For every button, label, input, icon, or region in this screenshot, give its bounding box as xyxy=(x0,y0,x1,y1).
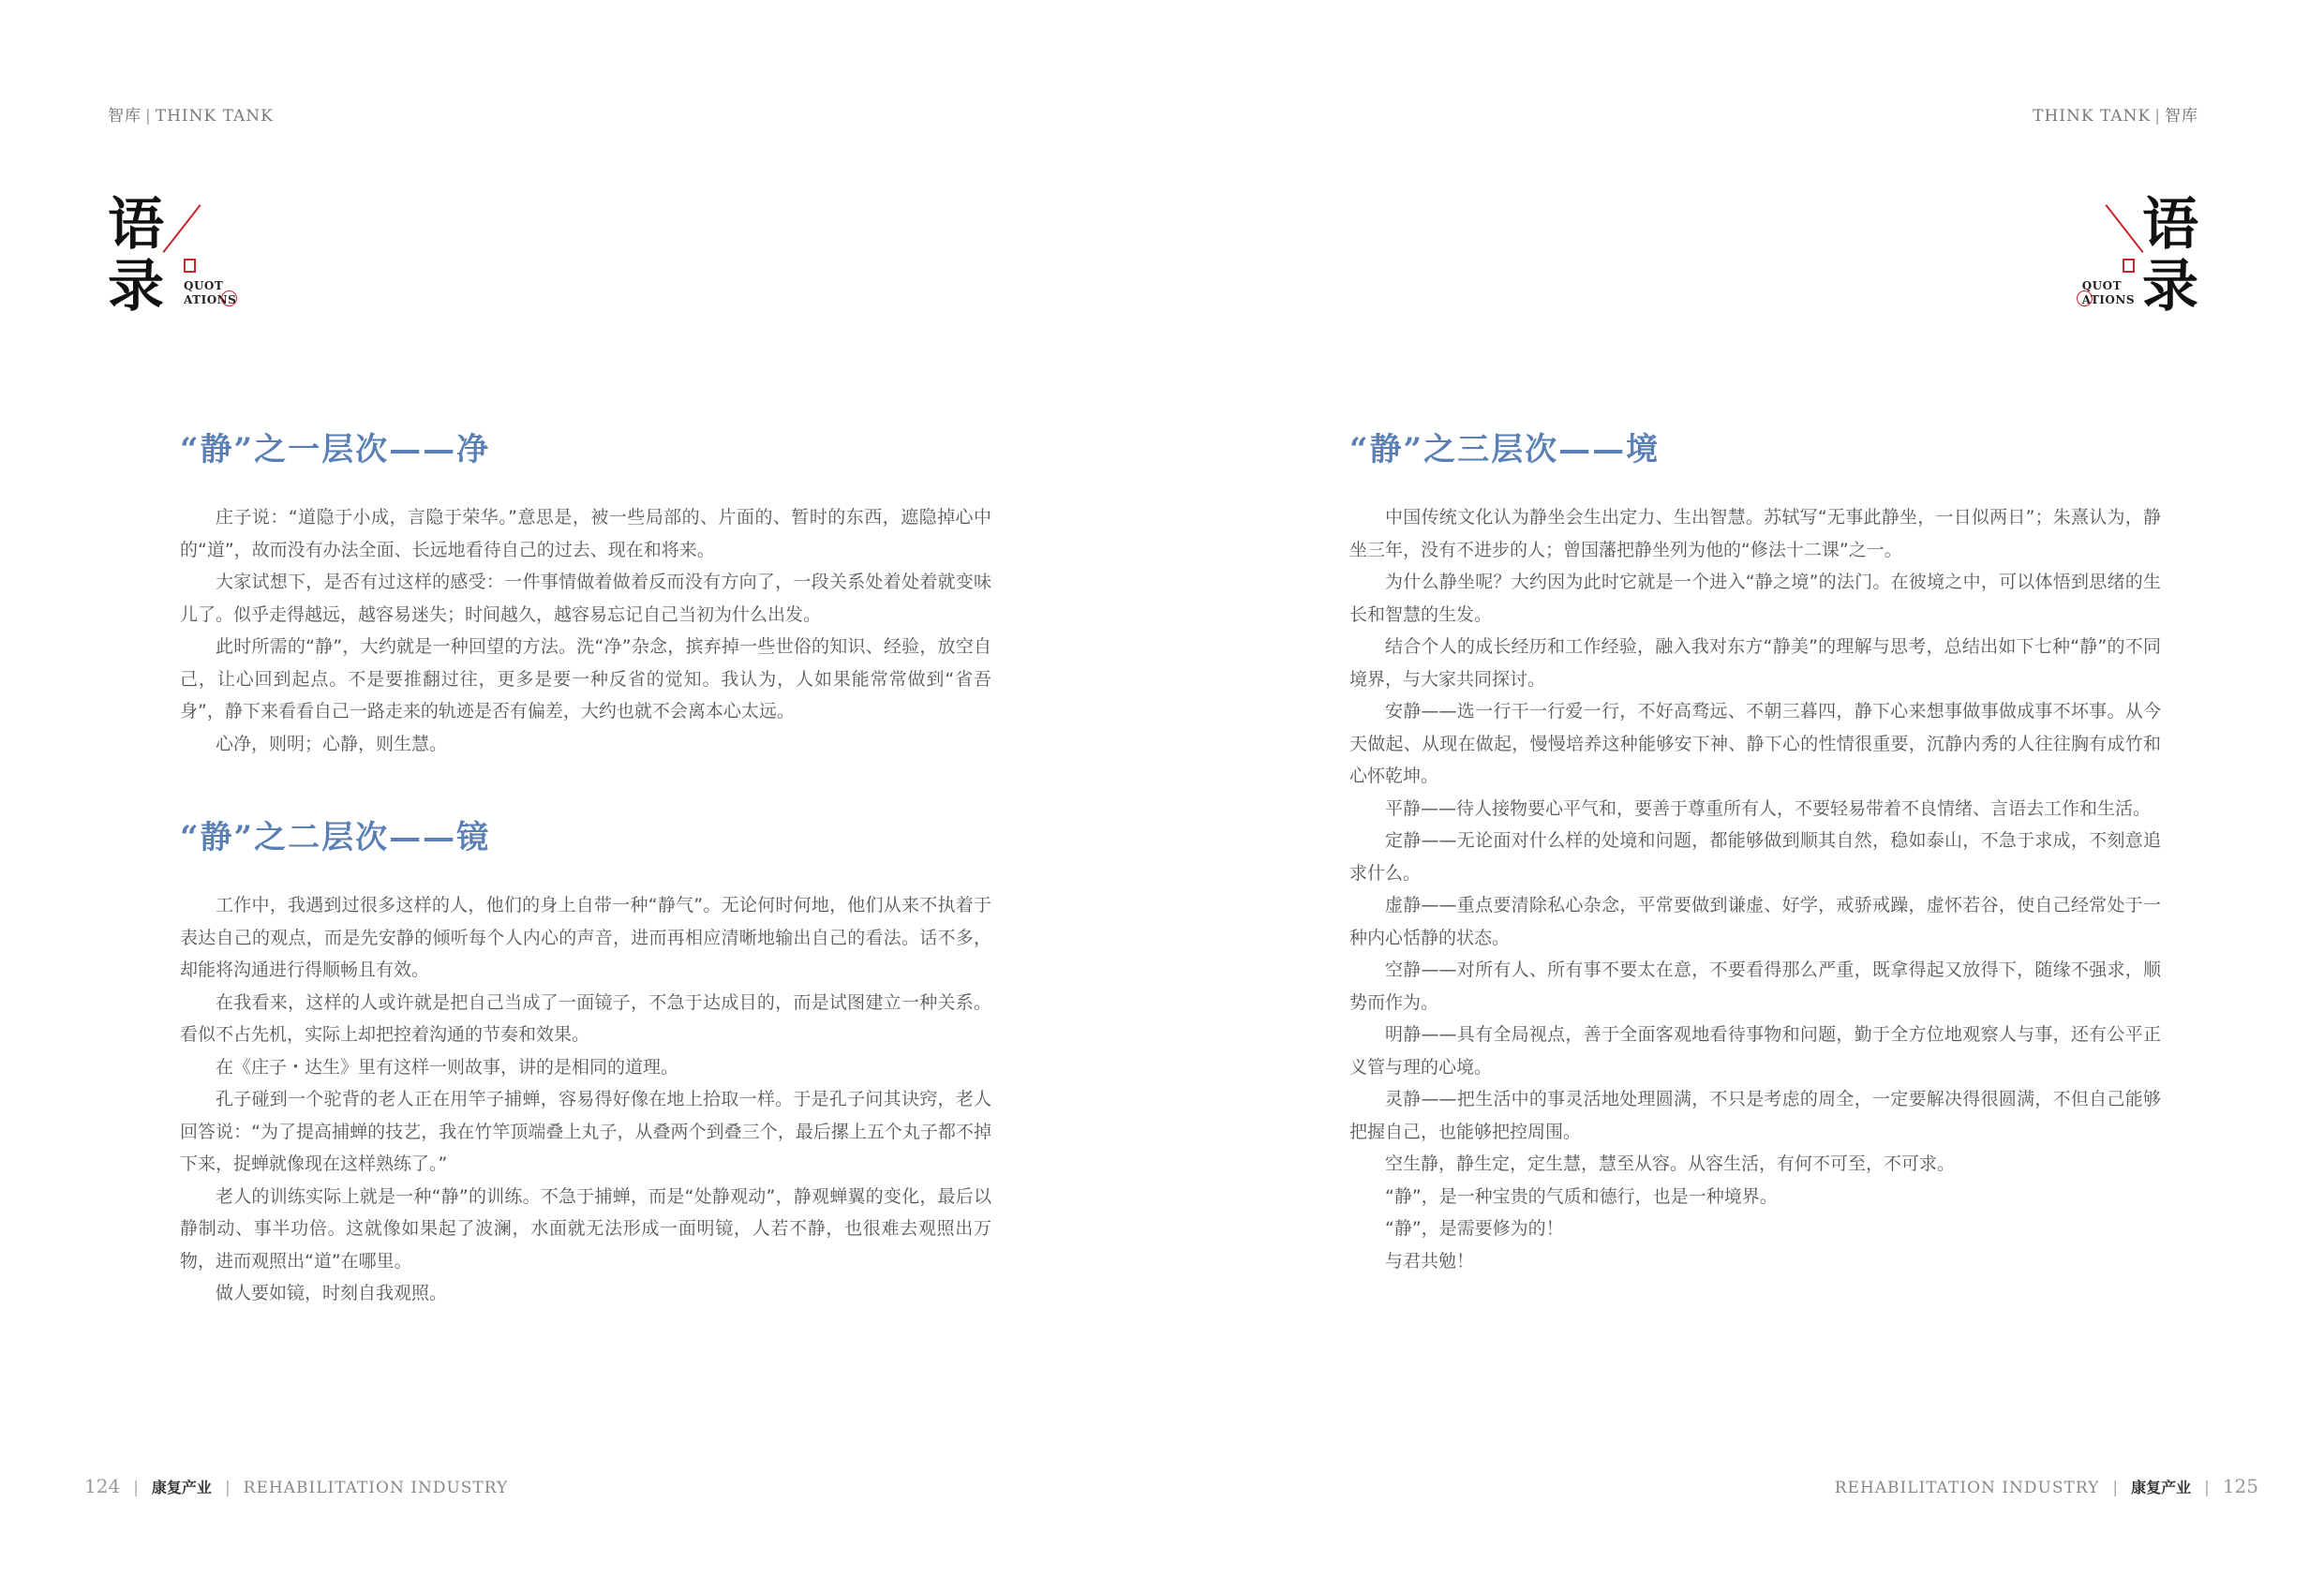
quotations-en-line1: QUOT xyxy=(184,279,224,292)
paragraph: 老人的训练实际上就是一种“静”的训练。不急于捕蝉，而是“处静观动”，静观蝉翼的变化，最后以静制动、事半功倍。这就像如果起了波澜，水面就无法形成一面明镜，人若不静，也很难去观照出万物，进而观照出“道”在哪里。 xyxy=(180,1185,991,1272)
footer-separator: | xyxy=(2204,1479,2210,1497)
footer-separator: | xyxy=(2112,1479,2119,1497)
paragraph: 心净，则明；心静，则生慧。 xyxy=(216,733,448,754)
paragraph: 在我看来，这样的人或许就是把自己当成了一面镜子，不急于达成目的，而是试图建立一种关系。看似不占先机，实际上却把控着沟通的节奏和效果。 xyxy=(180,991,991,1045)
paragraph: 定静——无论面对什么样的处境和问题，都能够做到顺其自然，稳如泰山，不急于求成，不刻意追求什么。 xyxy=(1349,830,2161,884)
paragraph: 空生静，静生定，定生慧，慧至从容。从容生活，有何不可至，不可求。 xyxy=(1385,1153,1956,1174)
header-en: THINK TANK xyxy=(2033,107,2152,126)
paragraph: 明静——具有全局视点，善于全面客观地看待事物和问题，勤于全方位地观察人与事，还有公平正义管与理的心境。 xyxy=(1349,1024,2161,1078)
quotations-char-bottom: 录 xyxy=(2142,254,2198,320)
paragraph: 平静——待人接物要心平气和，要善于尊重所有人，不要轻易带着不良情绪、言语去工作和生活。 xyxy=(1385,797,2152,819)
red-slash-icon xyxy=(2106,204,2144,253)
paragraph: 与君共勉！ xyxy=(1385,1250,1475,1272)
quotations-logo xyxy=(2058,192,2198,320)
left-footer xyxy=(84,1475,508,1497)
paragraph: 做人要如镜，时刻自我观照。 xyxy=(216,1283,448,1303)
paragraph: 空静——对所有人、所有事不要太在意，不要看得那么严重，既拿得起又放得下，随缘不强求，顺势而作为。 xyxy=(1349,960,2161,1013)
quotations-en-line2: ATIONS xyxy=(184,293,237,306)
quotations-logo xyxy=(108,192,248,320)
section-title: “静”之一层次——净 xyxy=(180,431,491,469)
right-page xyxy=(1162,0,2324,1577)
red-box-icon xyxy=(184,259,196,273)
paragraph: 虚静——重点要清除私心杂念，平常要做到谦虚、好学，戒骄戒躁，虚怀若谷，使自己经常处于一种内心恬静的状态。 xyxy=(1349,895,2161,948)
left-header xyxy=(108,102,274,126)
paragraph: 孔子碰到一个驼背的老人正在用竿子捕蝉，容易得好像在地上拾取一样。于是孔子问其诀窍，老人回答说：“为了提高捕蝉的技艺，我在竹竿顶端叠上丸子，从叠两个到叠三个，最后摞上五个丸子都不掉下来，捉蝉就像现在这样熟练了。” xyxy=(180,1089,991,1174)
paragraph: 在《庄子・达生》里有这样一则故事，讲的是相同的道理。 xyxy=(216,1056,679,1078)
paragraph: “静”，是一种宝贵的气质和德行，也是一种境界。 xyxy=(1385,1185,1778,1207)
paragraph: 大家试想下，是否有过这样的感受：一件事情做着做着反而没有方向了，一段关系处着处着就变味儿了。似乎走得越远，越容易迷失；时间越久，越容易忘记自己当初为什么出发。 xyxy=(180,572,991,625)
red-box-icon xyxy=(2123,259,2135,273)
section-2 xyxy=(180,811,991,1310)
footer-separator: | xyxy=(133,1479,139,1497)
paragraph: 工作中，我遇到过很多这样的人，他们的身上自带一种“静气”。无论何时何地，他们从来不执着于表达自己的观点，而是先安静的倾听每个人内心的声音，进而再相应清晰地输出自己的看法。话不多，却能将沟通进行得顺畅且有效。 xyxy=(180,895,991,980)
header-cn: 智库 xyxy=(2165,107,2198,126)
right-header xyxy=(2033,102,2198,126)
footer-magazine-cn: 康复产业 xyxy=(2131,1479,2192,1496)
paragraph: 结合个人的成长经历和工作经验，融入我对东方“静美”的理解与思考，总结出如下七种“静”的不同境界，与大家共同探讨。 xyxy=(1349,636,2161,690)
quotations-char-top: 语 xyxy=(2142,192,2198,258)
header-separator: | xyxy=(2154,107,2161,126)
footer-separator: | xyxy=(224,1479,231,1497)
paragraph: 中国传统文化认为静坐会生出定力、生出智慧。苏轼写“无事此静坐，一日似两日”；朱熹认为，静坐三年，没有不进步的人；曾国藩把静坐列为他的“修法十二课”之一。 xyxy=(1349,507,2161,560)
paragraph: 庄子说：“道隐于小成，言隐于荣华。”意思是，被一些局部的、片面的、暂时的东西，遮隐掉心中的“道”，故而没有办法全面、长远地看待自己的过去、现在和将来。 xyxy=(180,507,991,560)
red-slash-icon xyxy=(163,204,201,253)
paragraph: 为什么静坐呢？大约因为此时它就是一个进入“静之境”的法门。在彼境之中，可以体悟到思绪的生长和智慧的生发。 xyxy=(1349,572,2161,625)
header-cn: 智库 xyxy=(108,107,142,126)
quotations-char-top: 语 xyxy=(108,192,164,258)
section-title: “静”之三层次——境 xyxy=(1349,431,1661,469)
red-circle-icon xyxy=(2077,290,2093,306)
page-number: 125 xyxy=(2222,1475,2258,1497)
header-en: THINK TANK xyxy=(155,107,274,126)
paragraph: “静”，是需要修为的！ xyxy=(1385,1218,1564,1239)
section-3 xyxy=(1349,424,2161,1277)
section-title: “静”之二层次——镜 xyxy=(180,819,491,856)
page-number: 124 xyxy=(84,1475,121,1497)
section-1 xyxy=(180,424,991,760)
red-circle-icon xyxy=(221,290,237,306)
footer-magazine-en: REHABILITATION INDUSTRY xyxy=(243,1479,509,1497)
footer-magazine-cn: 康复产业 xyxy=(151,1479,212,1496)
footer-magazine-en: REHABILITATION INDUSTRY xyxy=(1834,1479,2100,1497)
quotations-en-line1: QUOT xyxy=(2081,279,2123,292)
paragraph: 灵静——把生活中的事灵活地处理圆满，不只是考虑的周全，一定要解决得很圆满，不但自己能够把握自己，也能够把控周围。 xyxy=(1349,1089,2161,1142)
header-separator: | xyxy=(145,107,152,126)
right-footer xyxy=(1835,1475,2258,1497)
quotations-char-bottom: 录 xyxy=(108,254,164,320)
paragraph: 此时所需的“静”，大约就是一种回望的方法。洗“净”杂念，摈弃掉一些世俗的知识、经验，放空自己，让心回到起点。不是要推翻过往，更多是要一种反省的觉知。我认为，人如果能常常做到“省吾身”，静下来看看自己一路走来的轨迹是否有偏差，大约也就不会离本心太远。 xyxy=(180,636,991,722)
paragraph: 安静——选一行干一行爱一行，不好高骛远、不朝三暮四，静下心来想事做事做成事不坏事。从今天做起、从现在做起，慢慢培养这种能够安下神、静下心的性情很重要，沉静内秀的人往往胸有成竹和心怀乾坤。 xyxy=(1349,701,2161,786)
quotations-en-line2: ATIONS xyxy=(2081,293,2135,306)
